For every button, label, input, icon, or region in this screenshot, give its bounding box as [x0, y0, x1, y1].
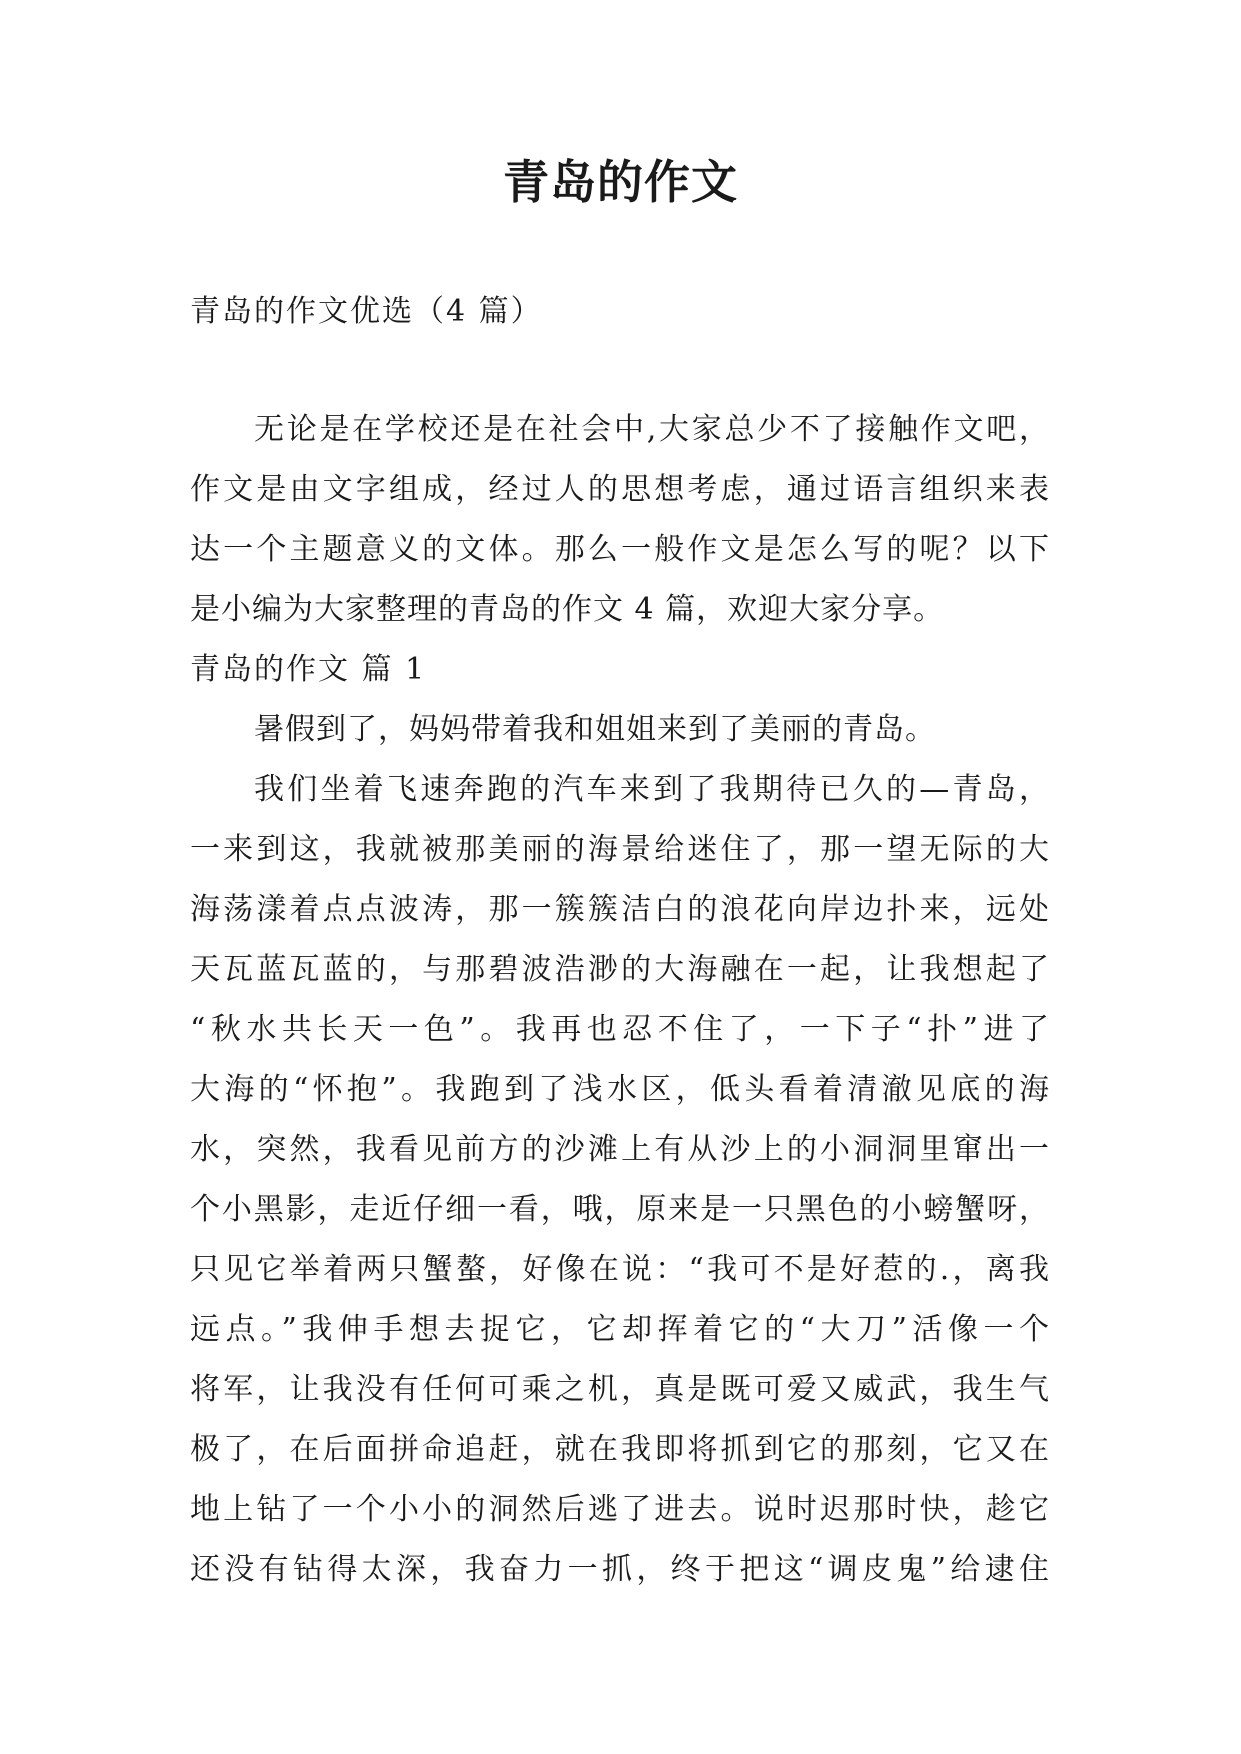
document-body	[190, 400, 1050, 1600]
body-line: 将军，让我没有任何可乘之机，真是既可爱又威武，我生气	[190, 1372, 1050, 1407]
body-line: 只见它举着两只蟹螯，好像在说：“我可不是好惹的.，离我	[190, 1252, 1050, 1287]
body-line: 天瓦蓝瓦蓝的，与那碧波浩渺的大海融在一起，让我想起了	[190, 952, 1050, 987]
body-line: 一来到这，我就被那美丽的海景给迷住了，那一望无际的大	[190, 832, 1050, 867]
body-line: 达一个主题意义的文体。那么一般作文是怎么写的呢？以下	[190, 532, 1050, 567]
body-line: 作文是由文字组成，经过人的思想考虑，通过语言组织来表	[190, 472, 1050, 507]
section-heading: 青岛的作文 篇 1	[190, 652, 427, 687]
body-line: 海荡漾着点点波涛，那一簇簇洁白的浪花向岸边扑来，远处	[190, 892, 1050, 927]
body-line: 地上钻了一个小小的洞然后逃了进去。说时迟那时快，趁它	[190, 1492, 1050, 1527]
body-line: 我们坐着飞速奔跑的汽车来到了我期待已久的—青岛，	[254, 772, 1050, 807]
body-line: 是小编为大家整理的青岛的作文 4 篇，欢迎大家分享。	[190, 592, 945, 627]
body-line: 暑假到了，妈妈带着我和姐姐来到了美丽的青岛。	[254, 712, 936, 747]
body-line: 大海的“怀抱”。我跑到了浅水区，低头看着清澈见底的海	[190, 1072, 1050, 1107]
document-title: 青岛的作文	[503, 155, 738, 209]
body-line: “秋水共长天一色”。我再也忍不住了，一下子“扑”进了	[190, 1012, 1050, 1047]
document-subtitle: 青岛的作文优选（4 篇）	[190, 294, 543, 329]
body-line: 水，突然，我看见前方的沙滩上有从沙上的小洞洞里窜出一	[190, 1132, 1050, 1167]
body-line: 远点。”我伸手想去捉它，它却挥着它的“大刀”活像一个	[190, 1312, 1050, 1347]
body-line: 个小黑影，走近仔细一看，哦，原来是一只黑色的小螃蟹呀，	[190, 1192, 1050, 1227]
body-line: 无论是在学校还是在社会中,大家总少不了接触作文吧，	[254, 412, 1050, 447]
body-line: 极了，在后面拼命追赶，就在我即将抓到它的那刻，它又在	[190, 1432, 1050, 1467]
body-line: 还没有钻得太深，我奋力一抓，终于把这“调皮鬼”给逮住	[190, 1552, 1050, 1587]
